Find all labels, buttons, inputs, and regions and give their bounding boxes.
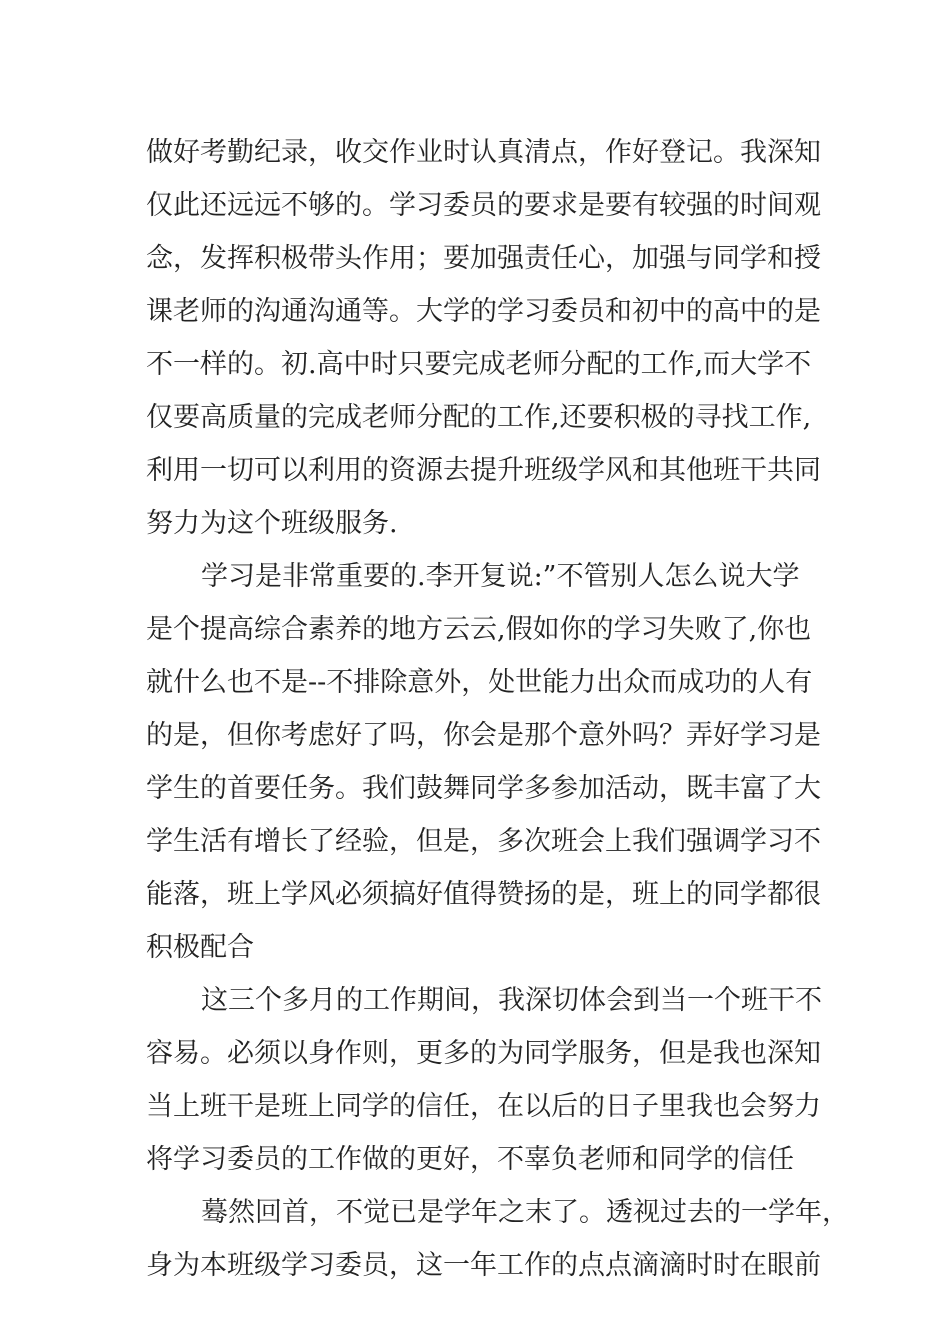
text-line: 学生活有增长了经验，但是，多次班会上我们强调学习不	[146, 826, 821, 857]
paragraph-2	[146, 550, 821, 974]
text-line: 的是，但你考虑好了吗，你会是那个意外吗？弄好学习是	[146, 720, 821, 751]
text-line: 积极配合	[146, 932, 254, 963]
text-line: 就什么也不是--不排除意外，处世能力出众而成功的人有	[146, 667, 813, 698]
text-line: 蓦然回首，不觉已是学年之末了。透视过去的一学年，	[201, 1197, 849, 1228]
text-line: 是个提高综合素养的地方云云,假如你的学习失败了,你也	[146, 614, 812, 645]
text-line: 当上班干是班上同学的信任，在以后的日子里我也会努力	[146, 1091, 821, 1122]
paragraph-3	[146, 974, 822, 1186]
paragraph-1	[146, 126, 821, 550]
text-line: 仅要高质量的完成老师分配的工作,还要积极的寻找工作,	[146, 402, 812, 433]
text-line: 仅此还远远不够的。学习委员的要求是要有较强的时间观	[146, 190, 821, 221]
text-line: 这三个多月的工作期间，我深切体会到当一个班干不	[201, 985, 822, 1016]
text-line: 学习是非常重要的.李开复说:”不管别人怎么说大学	[201, 561, 800, 592]
text-line: 能落，班上学风必须搞好值得赞扬的是，班上的同学都很	[146, 879, 821, 910]
paragraph-4	[146, 1186, 849, 1292]
text-line: 念，发挥积极带头作用；要加强责任心，加强与同学和授	[146, 243, 821, 274]
text-line: 课老师的沟通沟通等。大学的学习委员和初中的高中的是	[146, 296, 821, 327]
text-line: 身为本班级学习委员，这一年工作的点点滴滴时时在眼前	[146, 1250, 821, 1281]
text-line: 将学习委员的工作做的更好，不辜负老师和同学的信任	[146, 1144, 794, 1175]
text-line: 容易。必须以身作则，更多的为同学服务，但是我也深知	[146, 1038, 821, 1069]
text-line: 学生的首要任务。我们鼓舞同学多参加活动，既丰富了大	[146, 773, 821, 804]
body-text	[146, 126, 849, 1292]
text-line: 不一样的。初.高中时只要完成老师分配的工作,而大学不	[146, 349, 812, 380]
text-line: 做好考勤纪录，收交作业时认真清点，作好登记。我深知	[146, 137, 821, 168]
text-line: 努力为这个班级服务.	[146, 508, 398, 539]
text-line: 利用一切可以利用的资源去提升班级学风和其他班干共同	[146, 455, 821, 486]
